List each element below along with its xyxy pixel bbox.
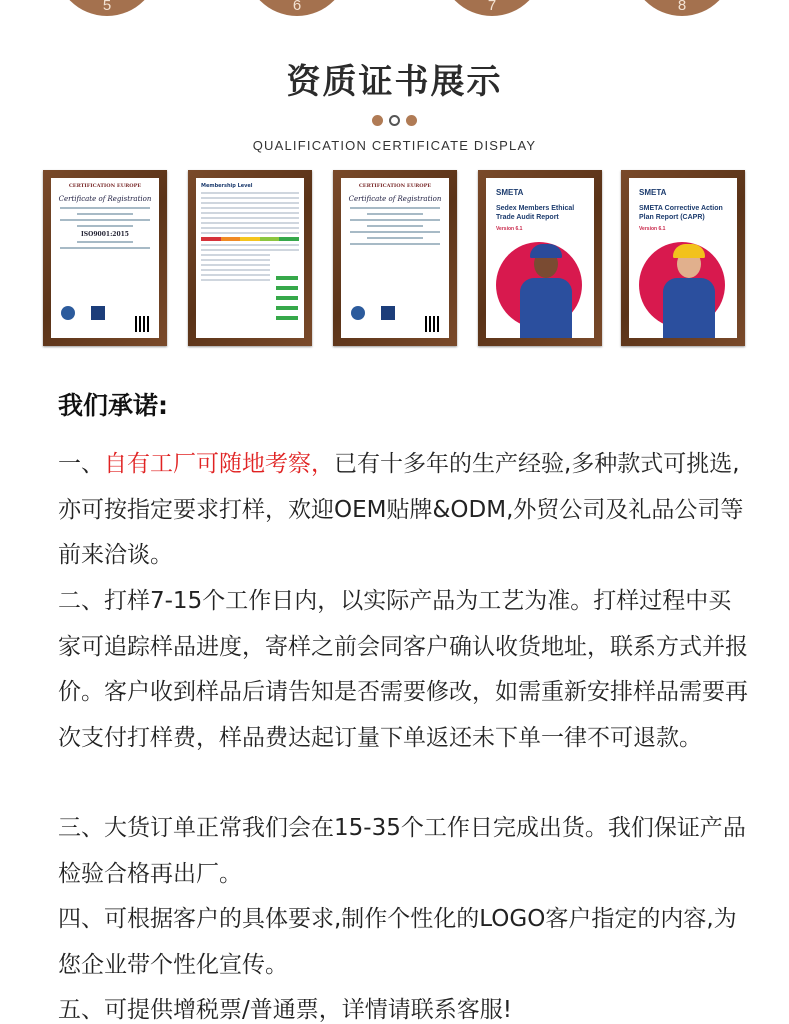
report-version: Version 6.1 (496, 226, 523, 232)
step-number: 5 (102, 0, 112, 14)
item-prefix: 四、 (58, 906, 104, 932)
step-circle (440, 0, 544, 16)
step-circle (55, 0, 159, 16)
step-circle (630, 0, 734, 16)
item-prefix: 一、 (58, 451, 104, 477)
audit-report-document (196, 178, 304, 338)
certificate-frame-iso-2[interactable] (333, 170, 457, 346)
qr-code-icon (135, 316, 151, 332)
dot-icon (372, 115, 383, 126)
step-number: 6 (292, 0, 302, 14)
iso-standard: ISO9001:2015 (81, 231, 129, 238)
rating-bar (201, 237, 299, 241)
item-text: 大货订单正常我们会在15-35个工作日完成出货。我们保证产品检验合格再出厂。 (58, 815, 746, 887)
accreditation-icon (91, 306, 105, 320)
title-dots (0, 115, 789, 126)
certificate-gallery (43, 170, 745, 346)
promise-heading: 我们承诺: (58, 391, 168, 420)
step-number: 8 (677, 0, 687, 14)
certificate-frame-smeta-audit[interactable] (478, 170, 602, 346)
step-circle (245, 0, 349, 16)
item-text: 已有十多年的生产经验,多种款式可挑选,亦可按指定要求打样，欢迎OEM贴牌&ODM,外贸公司及礼品公司等前来洽谈。 (58, 451, 744, 568)
smeta-logo: SMETA (639, 188, 667, 197)
iso-certificate (51, 178, 159, 338)
item-prefix: 二、 (58, 588, 104, 614)
item-text: 打样7-15个工作日内，以实际产品为工艺为准。打样过程中买家可追踪样品进度，寄样之前会同客户确认收货地址，联系方式并报价。客户收到样品后请告知是否需要修改，如需重新安排样品需要再次支付打样费，样品费达起订量下单返还未下单一律不可退款。 (58, 588, 748, 751)
dot-icon (389, 115, 400, 126)
worker-photo (516, 242, 576, 338)
iso-certificate (341, 178, 449, 338)
worker-photo (659, 242, 719, 338)
item-highlight: 自有工厂可随地考察， (104, 451, 334, 477)
certificate-title: Certificate of Registration (58, 195, 152, 203)
certificate-frame-audit[interactable] (188, 170, 312, 346)
accreditation-icon (381, 306, 395, 320)
certificate-frame-smeta-capr[interactable] (621, 170, 745, 346)
item-text: 可根据客户的具体要求,制作个性化的LOGO客户指定的内容,为您企业带个性化宣传。 (58, 906, 737, 978)
item-prefix: 五、 (58, 997, 104, 1023)
certificate-frame-iso-1[interactable] (43, 170, 167, 346)
step-indicators (0, 0, 789, 22)
item-text: 可提供增税票/普通票，详情请联系客服! (104, 997, 512, 1023)
promise-item (58, 897, 748, 988)
seal-icon (61, 306, 75, 320)
promise-item (58, 988, 748, 1024)
certificate-title: Certificate of Registration (348, 195, 442, 203)
cert-header-logo: CERTIFICATION EUROPE (68, 183, 142, 189)
item-prefix: 三、 (58, 815, 104, 841)
step-number: 7 (487, 0, 497, 14)
seal-icon (351, 306, 365, 320)
section-title: 资质证书展示 (286, 62, 503, 102)
report-title: Sedex Members Ethical Trade Audit Report (496, 205, 575, 221)
smeta-logo: SMETA (496, 188, 524, 197)
report-title: SMETA Corrective Action Plan Report (CAPR) (639, 205, 723, 221)
report-version: Version 6.1 (639, 226, 666, 232)
dot-icon (406, 115, 417, 126)
qr-code-icon (425, 316, 441, 332)
promise-item (58, 806, 748, 897)
promise-item (58, 579, 748, 761)
cert-header-logo: CERTIFICATION EUROPE (358, 183, 432, 189)
report-header: Membership Level (201, 183, 253, 189)
smeta-report-cover (486, 178, 594, 338)
promise-item (58, 442, 748, 579)
section-subtitle: QUALIFICATION CERTIFICATE DISPLAY (252, 138, 537, 153)
smeta-report-cover (629, 178, 737, 338)
